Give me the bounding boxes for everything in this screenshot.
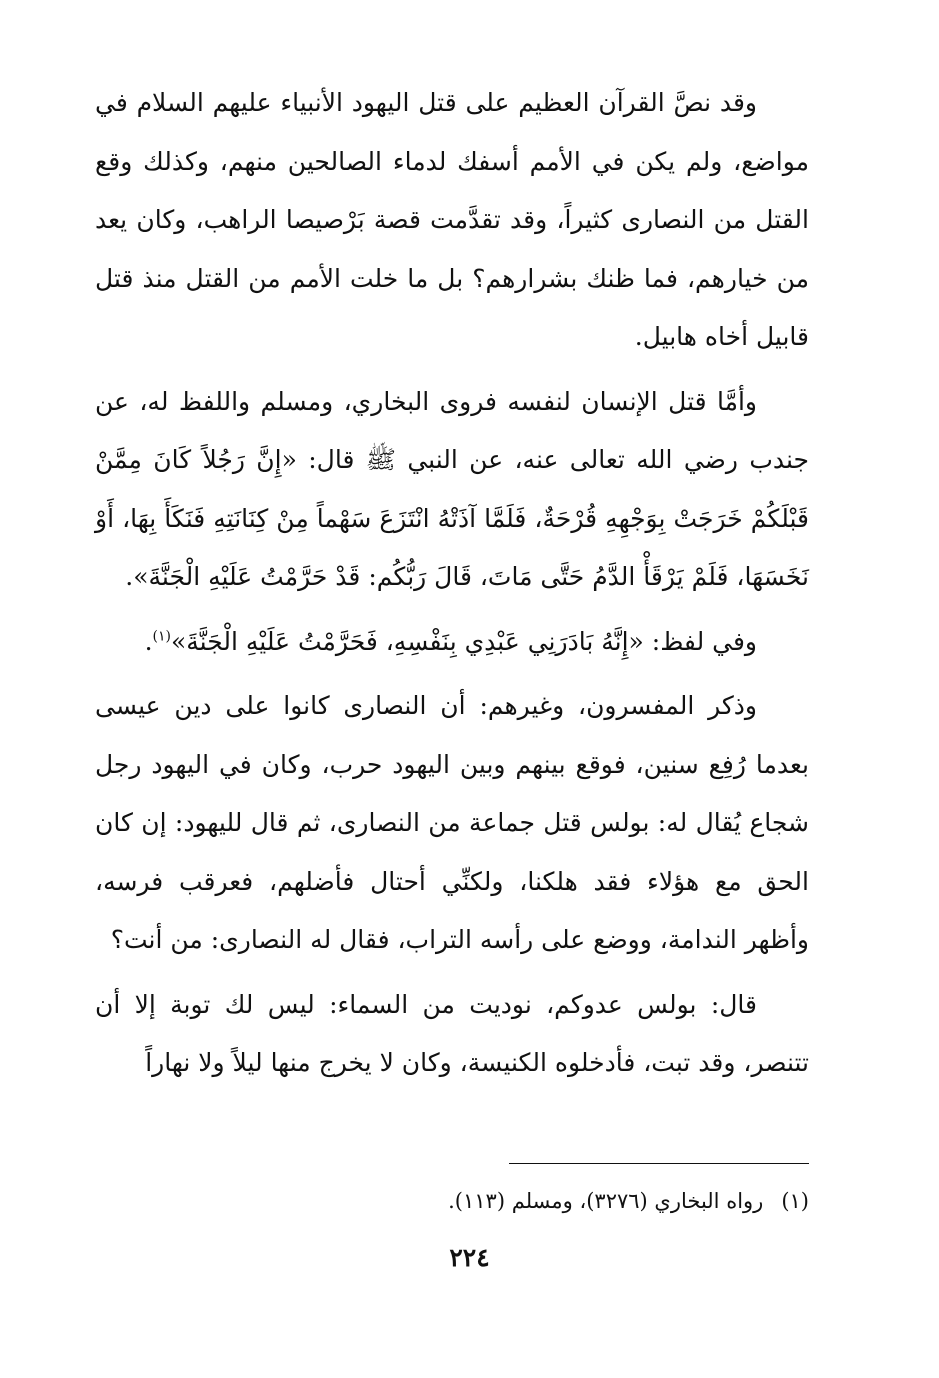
paragraph-3 <box>95 613 809 672</box>
footnote-divider <box>509 1163 809 1164</box>
footnote-reference[interactable]: (١) <box>152 628 171 645</box>
page-body <box>95 74 809 1093</box>
footnote-number: (١) <box>781 1189 809 1213</box>
footnote-text: رواه البخاري (٣٢٧٦)، ومسلم (١١٣). <box>448 1189 764 1213</box>
paragraph-3-text: وفي لفظ: «إِنَّهُ بَادَرَنِي عَبْدِي بِنَفْسِهِ، فَحَرَّمْتُ عَلَيْهِ الْجَنَّةَ» <box>170 626 757 656</box>
footnote <box>95 1184 809 1218</box>
paragraph-2: وأمَّا قتل الإنسان لنفسه فروى البخاري، ومسلم واللفظ له، عن جندب رضي الله تعالى عنه، عن النبي ﷺ قال: «إِنَّ رَجُلاً كَانَ مِمَّنْ قَبْلَكُمْ خَرَجَتْ بِوَجْهِهِ قُرْحَةٌ، فَلَمَّا آذَتْهُ انْتَزَعَ سَهْماً مِنْ كِنَانَتِهِ فَنَكَأَ بِهَا، أَوْ نَخَسَهَا، فَلَمْ يَرْقَأْ الدَّمُ حَتَّى مَاتَ، قَالَ رَبُّكُم: قَدْ حَرَّمْتُ عَلَيْهِ الْجَنَّةَ». <box>95 386 809 591</box>
paragraph-5: قال: بولس عدوكم، نوديت من السماء: ليس لك توبة إلا أن تتنصر، وقد تبت، فأدخلوه الكنيسة، وكان لا يخرج منها ليلاً ولا نهاراً <box>95 989 809 1077</box>
page-number: ٢٢٤ <box>449 1243 490 1272</box>
paragraph-4: وذكر المفسرون، وغيرهم: أن النصارى كانوا على دين عيسى بعدما رُفِع سنين، فوقع بينهم وبين اليهود حرب، وكان في اليهود رجل شجاع يُقال له: بولس قتل جماعة من النصارى، ثم قال لليهود: إن كان الحق مع هؤلاء فقد هلكنا، ولكنِّي أحتال فأضلهم، فعرقب فرسه، وأظهر الندامة، ووضع على رأسه التراب، فقال له النصارى: من أنت؟ <box>95 691 809 954</box>
paragraph-1: وقد نصَّ القرآن العظيم على قتل اليهود الأنبياء عليهم السلام في مواضع، ولم يكن في الأمم أسفك لدماء الصالحين منهم، وكذلك وقع القتل من النصارى كثيراً، وقد تقدَّمت قصة بَرْصيصا الراهب، وكان يعد من خيارهم، فما ظنك بشرارهم؟ بل ما خلت الأمم من القتل منذ قتل قابيل أخاه هابيل. <box>95 88 809 351</box>
paragraph-3-tail: . <box>144 626 153 656</box>
